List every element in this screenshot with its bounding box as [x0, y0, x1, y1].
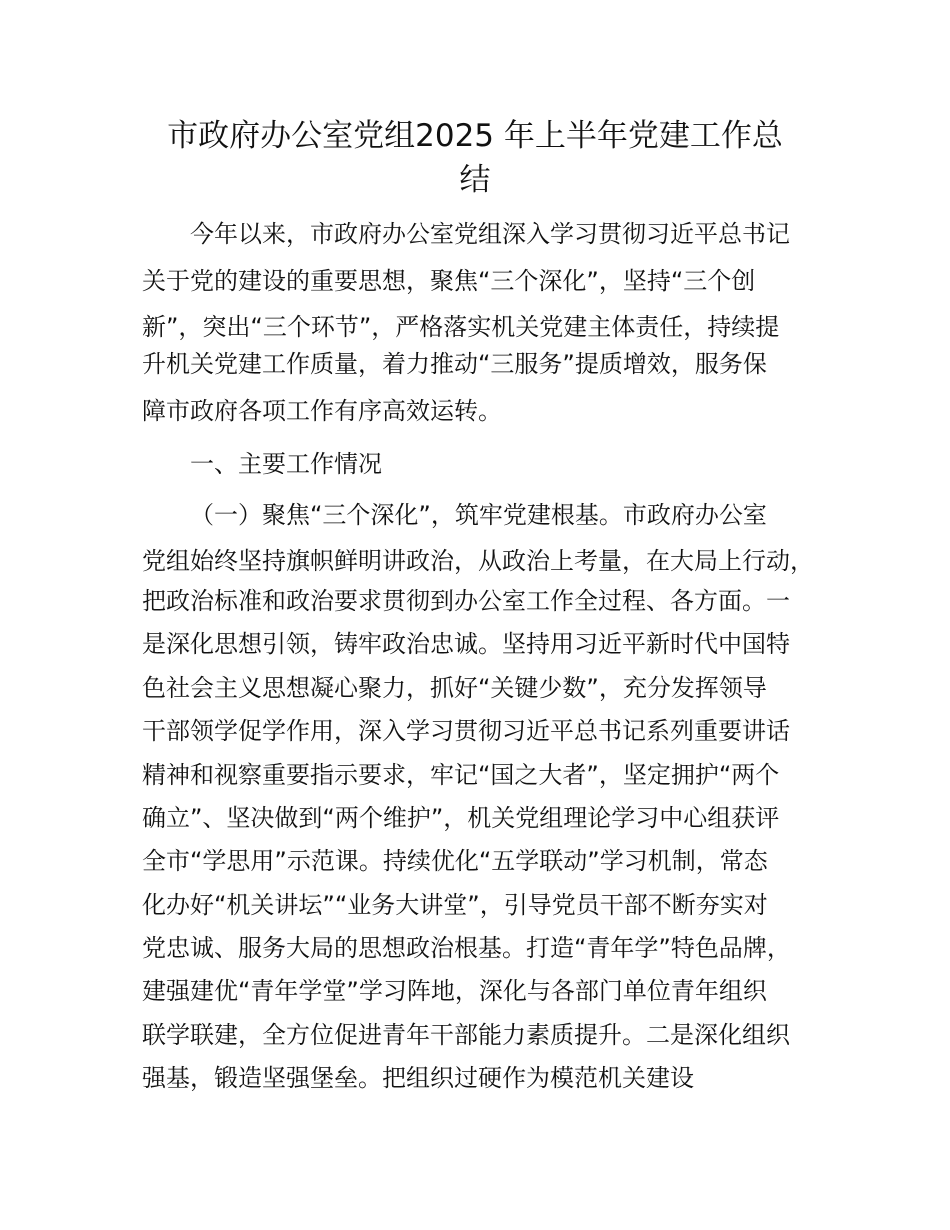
body-line: 精神和视察重要指示要求，牢记“国之大者”，坚定拥护“两个: [142, 761, 780, 789]
body-line: 党忠诚、服务大局的思想政治根基。打造“青年学”特色品牌，: [142, 934, 791, 962]
intro-line: 新”，突出“三个环节”，严格落实机关党建主体责任，持续提: [142, 313, 780, 341]
intro-line: 关于党的建设的重要思想，聚焦“三个深化”，坚持“三个创: [142, 267, 756, 295]
body-line: 建强建优“青年学堂”学习阵地，深化与各部门单位青年组织: [142, 977, 767, 1005]
body-line: 色社会主义思想凝心聚力，抓好“关键少数”，充分发挥领导: [142, 674, 767, 702]
intro-line: 障市政府各项工作有序高效运转。: [142, 397, 502, 425]
document-title-line-2: 结: [459, 162, 491, 198]
body-line: （一）聚焦“三个深化”，筑牢党建根基。市政府办公室: [190, 501, 767, 529]
body-line: 把政治标准和政治要求贯彻到办公室工作全过程、各方面。一: [142, 587, 790, 615]
body-line: 是深化思想引领，铸牢政治忠诚。坚持用习近平新时代中国特: [142, 630, 790, 658]
body-line: 党组始终坚持旗帜鲜明讲政治，从政治上考量，在大局上行动，: [142, 547, 814, 575]
body-line: 干部领学促学作用，深入学习贯彻习近平总书记系列重要讲话: [142, 717, 790, 745]
document-title-line-1: 市政府办公室党组2025 年上半年党建工作总: [167, 118, 783, 154]
intro-line: 今年以来，市政府办公室党组深入学习贯彻习近平总书记: [190, 220, 790, 248]
body-line: 联学联建，全方位促进青年干部能力素质提升。二是深化组织: [142, 1021, 790, 1049]
intro-line: 升机关党建工作质量，着力推动“三服务”提质增效，服务保: [142, 350, 767, 378]
body-line: 全市“学思用”示范课。持续优化“五学联动”学习机制，常态: [142, 847, 768, 875]
body-line: 确立”、坚决做到“两个维护”，机关党组理论学习中心组获评: [142, 804, 780, 832]
body-line: 化办好“机关讲坛”“业务大讲堂”，引导党员干部不断夯实对: [142, 891, 768, 919]
body-line: 强基，锻造坚强堡垒。把组织过硬作为模范机关建设: [142, 1064, 694, 1092]
section-heading: 一、主要工作情况: [190, 450, 382, 478]
